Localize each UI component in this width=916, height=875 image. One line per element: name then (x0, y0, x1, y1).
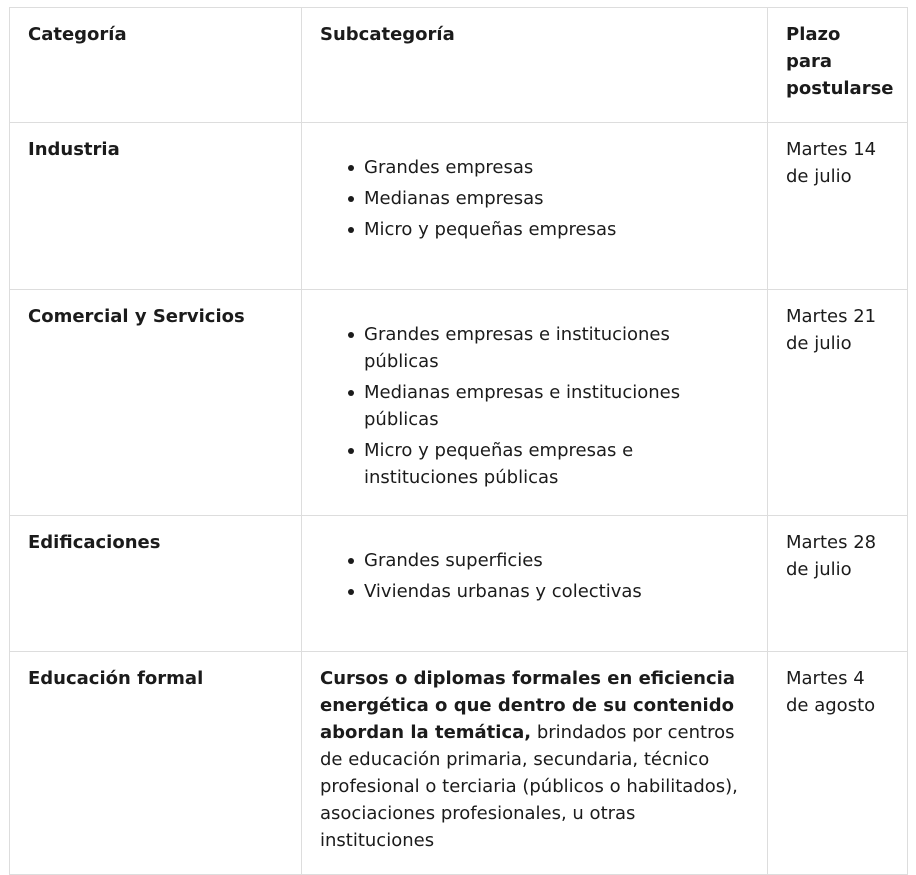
category-cell: Industria (10, 123, 302, 290)
categories-table (9, 7, 908, 875)
subcategory-list (320, 136, 749, 243)
table-row (10, 123, 908, 290)
category-cell: Comercial y Servicios (10, 290, 302, 516)
category-cell: Educación formal (10, 652, 302, 875)
list-item: Medianas empresas (364, 185, 749, 212)
subcategory-list (320, 529, 749, 605)
subcategory-cell (302, 516, 768, 652)
deadline-cell: Martes 14 de julio (768, 123, 908, 290)
list-item: Grandes empresas (364, 154, 749, 181)
table-row (10, 290, 908, 516)
subcategory-cell (302, 652, 768, 875)
deadline-cell: Martes 4 de agosto (768, 652, 908, 875)
header-subcategory: Subcategoría (302, 8, 768, 123)
subcategory-list (320, 303, 749, 491)
education-description-bold: Cursos o diplomas formales en eficiencia energética o que dentro de su contenido abordan la temática, (320, 668, 735, 743)
deadline-cell: Martes 28 de julio (768, 516, 908, 652)
list-item: Micro y pequeñas empresas (364, 216, 749, 243)
table-row (10, 652, 908, 875)
category-cell: Edificaciones (10, 516, 302, 652)
deadline-cell: Martes 21 de julio (768, 290, 908, 516)
header-category: Categoría (10, 8, 302, 123)
subcategory-cell (302, 123, 768, 290)
list-item: Grandes superficies (364, 547, 749, 574)
list-item: Viviendas urbanas y colectivas (364, 578, 749, 605)
table-header-row (10, 8, 908, 123)
education-description: brindados por centros de educación primaria, secundaria, técnico profesional o terciaria (públicos o habilitados), asociaciones profesionales, u otras instituciones (320, 722, 738, 851)
table-row (10, 516, 908, 652)
list-item: Micro y pequeñas empresas e instituciones públicas (364, 437, 749, 491)
list-item: Medianas empresas e instituciones públicas (364, 379, 749, 433)
subcategory-cell (302, 290, 768, 516)
list-item: Grandes empresas e instituciones públicas (364, 321, 749, 375)
header-deadline: Plazo para postularse (768, 8, 908, 123)
